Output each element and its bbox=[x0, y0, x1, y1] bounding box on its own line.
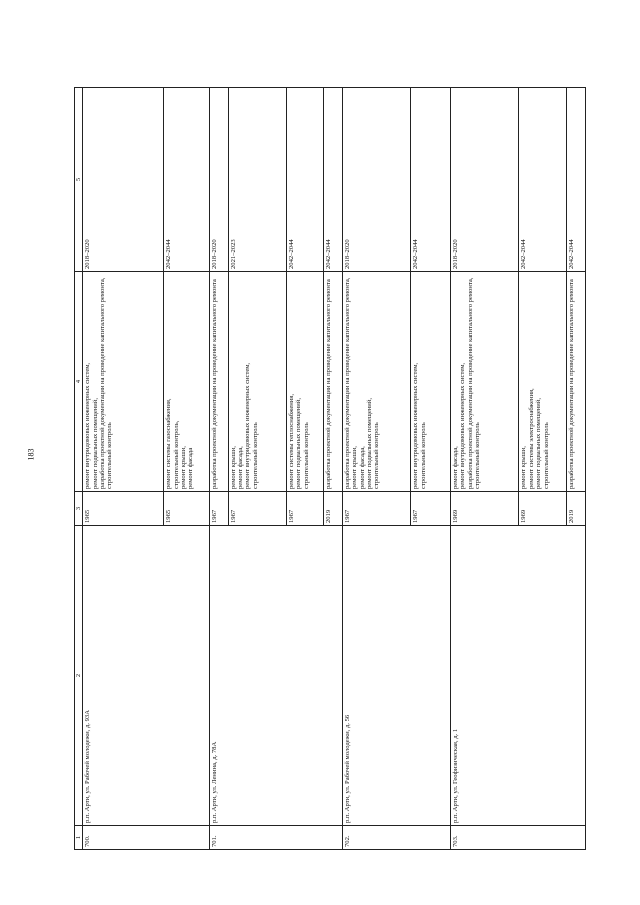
repair-period: 2018–2020 bbox=[209, 88, 228, 272]
build-year: 1967 bbox=[411, 492, 450, 526]
building-address: р.п. Арти, ул. Ленина, д. 78А bbox=[209, 526, 342, 826]
build-year: 1969 bbox=[450, 492, 519, 526]
column-number-4: 4 bbox=[75, 272, 83, 492]
repair-period: 2042–2044 bbox=[286, 88, 323, 272]
repair-works: разработка проектной документации на проведение капитального ремонта bbox=[209, 272, 228, 492]
build-year: 1969 bbox=[519, 492, 567, 526]
column-number-1: 1 bbox=[75, 826, 83, 850]
building-address: р.п. Арти, ул. Геофизическая, д. 1 bbox=[450, 526, 585, 826]
build-year: 1967 bbox=[286, 492, 323, 526]
repair-works: ремонт крыши, ремонт фасада, ремонт внутридомовых инженерных систем, строительный контроль bbox=[228, 272, 286, 492]
table-header-row bbox=[75, 88, 83, 850]
repair-period: 2018–2020 bbox=[83, 88, 164, 272]
repair-period: 2042–2044 bbox=[519, 88, 567, 272]
build-year: 1967 bbox=[342, 492, 411, 526]
repair-works: разработка проектной документации на проведение капитального ремонта bbox=[567, 272, 586, 492]
build-year: 1965 bbox=[83, 492, 164, 526]
repair-works: ремонт системы теплоснабжения, ремонт подвальных помещений, строительный контроль bbox=[286, 272, 323, 492]
row-id: 701. bbox=[209, 826, 342, 850]
repair-schedule-table bbox=[74, 87, 586, 850]
rotated-table-container bbox=[74, 88, 586, 850]
table-row bbox=[209, 88, 228, 850]
table-row bbox=[342, 88, 411, 850]
repair-period: 2021–2023 bbox=[228, 88, 286, 272]
repair-works: ремонт внутридомовых инженерных систем, строительный контроль bbox=[411, 272, 450, 492]
building-address: р.п. Арти, ул. Рабочей молодежи, д. 56 bbox=[342, 526, 450, 826]
build-year: 1967 bbox=[209, 492, 228, 526]
repair-works: ремонт фасада, ремонт внутридомовых инженерных систем, разработка проектной документации на проведение капитального ремонта, строительный контроль bbox=[450, 272, 519, 492]
row-id: 703. bbox=[450, 826, 585, 850]
repair-works: ремонт крыши, ремонт системы электроснабжения, ремонт подвальных помещений, строительный контроль bbox=[519, 272, 567, 492]
repair-period: 2018–2020 bbox=[450, 88, 519, 272]
build-year: 1967 bbox=[228, 492, 286, 526]
repair-period: 2042–2044 bbox=[164, 88, 210, 272]
repair-period: 2042–2044 bbox=[411, 88, 450, 272]
repair-works: ремонт внутридомовых инженерных систем, ремонт подвальных помещений, разработка проектной документации на проведение капитального ремонта, строительный контроль bbox=[83, 272, 164, 492]
build-year: 2019 bbox=[567, 492, 586, 526]
repair-works: разработка проектной документации на проведение капитального ремонта, ремонт крыши, ремонт фасада, ремонт подвальных помещений, строительный контроль bbox=[342, 272, 411, 492]
page-number: 183 bbox=[26, 448, 36, 461]
build-year: 1965 bbox=[164, 492, 210, 526]
building-address: р.п. Арти, ул. Рабочей молодежи, д. 93А bbox=[83, 526, 210, 826]
repair-period: 2042–2044 bbox=[567, 88, 586, 272]
repair-period: 2042–2044 bbox=[324, 88, 343, 272]
column-number-5: 5 bbox=[75, 88, 83, 272]
column-number-2: 2 bbox=[75, 526, 83, 826]
column-number-3: 3 bbox=[75, 492, 83, 526]
repair-works: ремонт системы газоснабжения, строительный контроль, ремонт крыши, ремонт фасада bbox=[164, 272, 210, 492]
repair-period: 2018–2020 bbox=[342, 88, 411, 272]
build-year: 2019 bbox=[324, 492, 343, 526]
repair-works: разработка проектной документации на проведение капитального ремонта bbox=[324, 272, 343, 492]
row-id: 700. bbox=[83, 826, 210, 850]
row-id: 702. bbox=[342, 826, 450, 850]
table-row bbox=[450, 88, 519, 850]
table-row bbox=[83, 88, 164, 850]
